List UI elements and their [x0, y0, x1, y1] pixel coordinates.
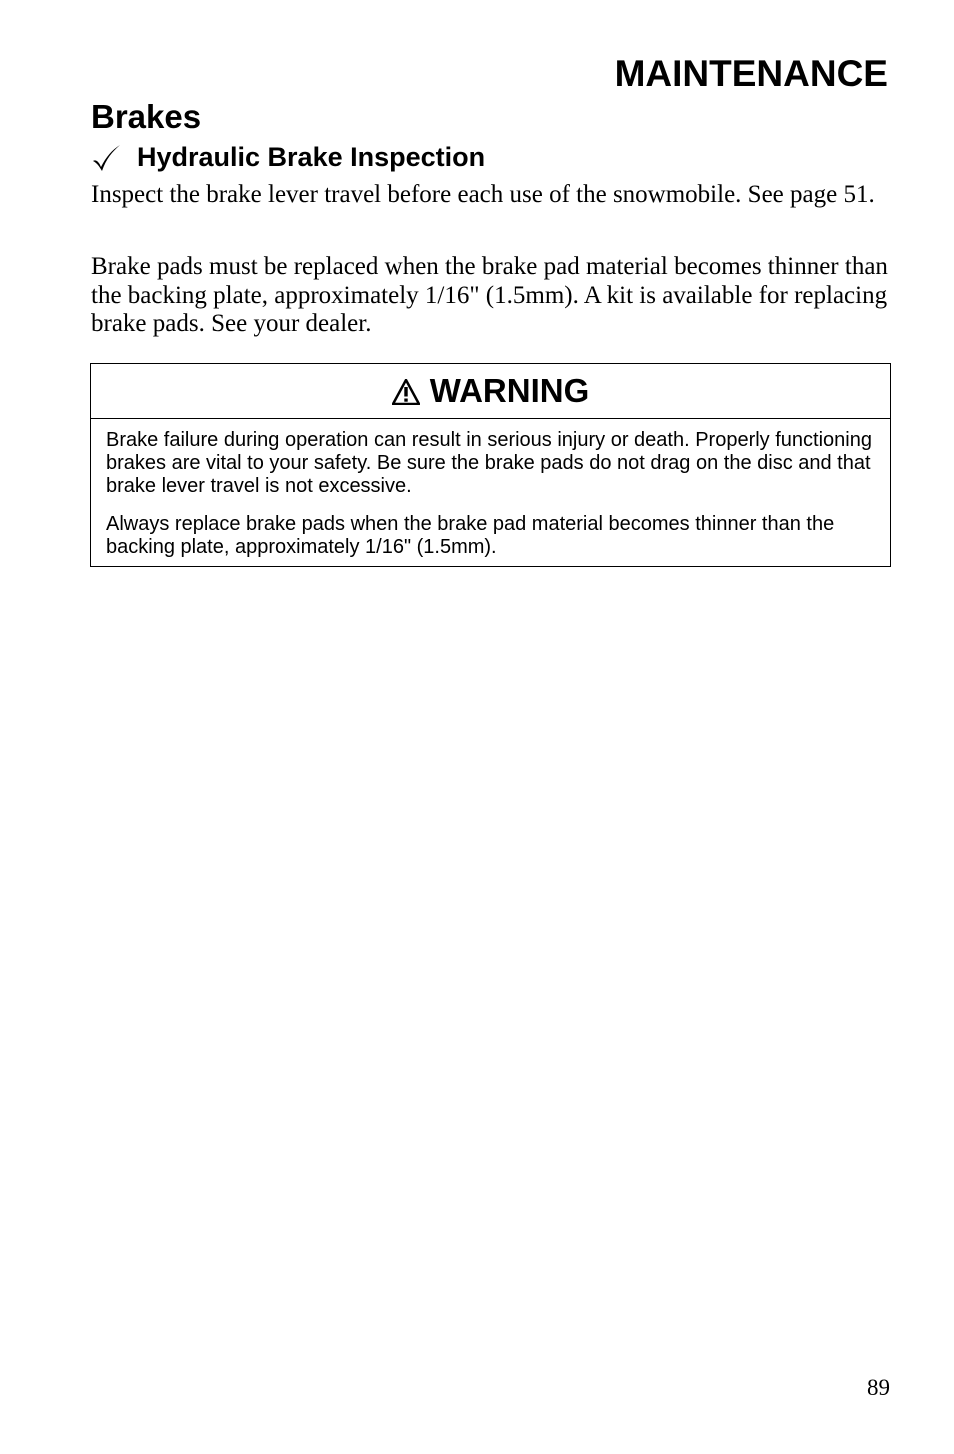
page-number: 89 — [867, 1375, 890, 1400]
section-title: Brakes — [91, 98, 202, 135]
subsection-title: Hydraulic Brake Inspection — [137, 141, 486, 172]
warning-body — [91, 419, 890, 559]
warning-paragraph: Always replace brake pads when the brake pad material becomes thinner than the backing plate, approximately 1/16" (1.5mm). — [106, 513, 835, 558]
warning-header — [91, 364, 890, 419]
checkmark-icon — [91, 142, 121, 172]
warning-paragraph: Brake failure during operation can result in serious injury or death. Properly functioning brakes are vital to your safety. Be sure the brake pads do not drag on the disc and that brake lever travel is not excessive. — [106, 429, 872, 497]
body-paragraph: Inspect the brake lever travel before each use of the snowmobile. See page 51. — [91, 181, 875, 208]
warning-triangle-icon — [392, 379, 420, 405]
page-header-title: MAINTENANCE — [614, 53, 888, 94]
body-paragraph: Brake pads must be replaced when the brake pad material becomes thinner than the backing plate, approximately 1/16" (1.5mm). A kit is available for replacing brake pads. See your dealer. — [91, 253, 888, 337]
subsection-heading — [91, 139, 485, 175]
warning-title: WARNING — [429, 372, 590, 409]
warning-box — [90, 363, 891, 567]
